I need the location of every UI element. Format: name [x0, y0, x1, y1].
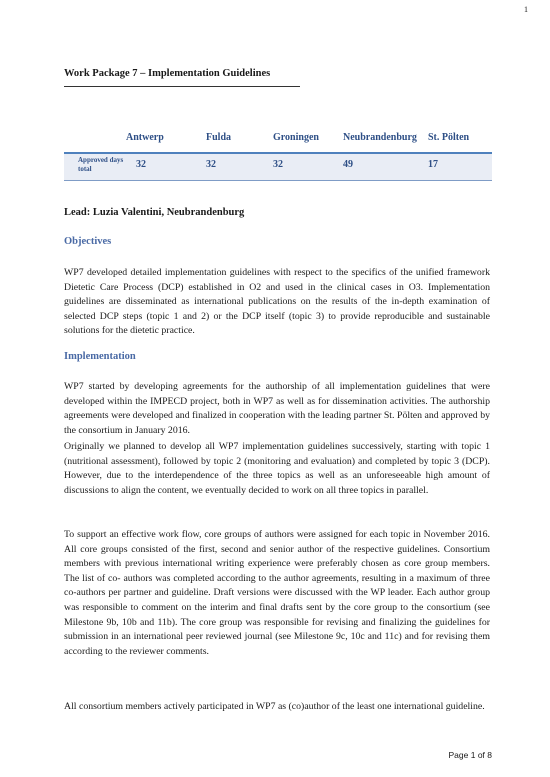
page-footer: Page 1 of 8	[448, 750, 492, 760]
column-header-neubrandenburg: Neubrandenburg	[343, 132, 417, 143]
lead-line: Lead: Luzia Valentini, Neubrandenburg	[64, 207, 245, 218]
column-header-fulda: Fulda	[206, 132, 232, 143]
value-fulda: 32	[206, 159, 216, 170]
implementation-heading: Implementation	[64, 351, 136, 362]
page-number-top: 1	[524, 5, 528, 14]
value-antwerp: 32	[136, 159, 146, 170]
table-bottom-rule	[64, 180, 492, 181]
value-neubrandenburg: 49	[343, 159, 353, 170]
implementation-paragraph-2: Originally we planned to develop all WP7 implementation guidelines successively, starting with topic 1 (nutritional assessment), followed by topic 2 (monitoring and evaluation) and completed by topic 3 (DCP). However, due to the interdependence of the three topics as well as an unforeseeable high amount of discussions to align the content, we eventually decided to work on all three topics in parallel.	[64, 441, 490, 496]
column-header-groningen: Groningen	[273, 132, 319, 143]
table-row	[64, 154, 492, 180]
value-st-poelten: 17	[428, 159, 438, 170]
objectives-heading: Objectives	[64, 236, 112, 247]
column-header-antwerp: Antwerp	[126, 132, 164, 143]
work-package-title: Work Package 7 – Implementation Guidelines	[64, 68, 271, 79]
objectives-paragraph: WP7 developed detailed implementation guidelines with respect to the specifics of the unified framework Dietetic Care Process (DCP) established in O2 and used in the clinical cases in O3. Implementation guidelines are disseminated as international publications on the results of the in-depth examination of selected DCP steps (topic 1 and 2) or the DCP itself (topic 3) to provide reproducible and sustainable solutions for the dietetic practice.	[64, 267, 490, 337]
implementation-paragraph-1: WP7 started by developing agreements for the authorship of all implementation guidelines that were developed within the IMPECD project, both in WP7 as well as for dissemination activities. The authorship agreements were developed and finalized in cooperation with the leading partner St. Pölten and approved by the consortium in January 2016.	[64, 381, 490, 436]
table-header-row	[64, 124, 492, 154]
implementation-paragraph-4: All consortium members actively participated in WP7 as (co)author of the least one international guideline.	[64, 701, 485, 712]
column-header-st-poelten: St. Pölten	[428, 132, 470, 143]
approved-days-table	[64, 124, 492, 181]
value-groningen: 32	[273, 159, 283, 170]
title-underline	[64, 86, 300, 87]
implementation-paragraph-3: To support an effective work flow, core groups of authors were assigned for each topic in November 2016. All core groups consisted of the first, second and senior author of the respective guidelines. Consortium members with previous international writing experience were preferably chosen as core group members. The list of co- authors was completed according to the author agreements, resulting in a maximum of three co-authors per partner and guideline. Draft versions were discussed with the WP leader. Each author group was responsible to comment on the interim and final drafts sent by the core group to the consortium (see Milestone 9b, 10b and 11b). The core group was responsible for revising and finalizing the guidelines for submission in an international peer reviewed journal (see Milestone 9c, 10c and 11c) and for revising them according to the reviewer comments.	[64, 529, 490, 657]
row-label: Approved days total	[78, 156, 124, 173]
